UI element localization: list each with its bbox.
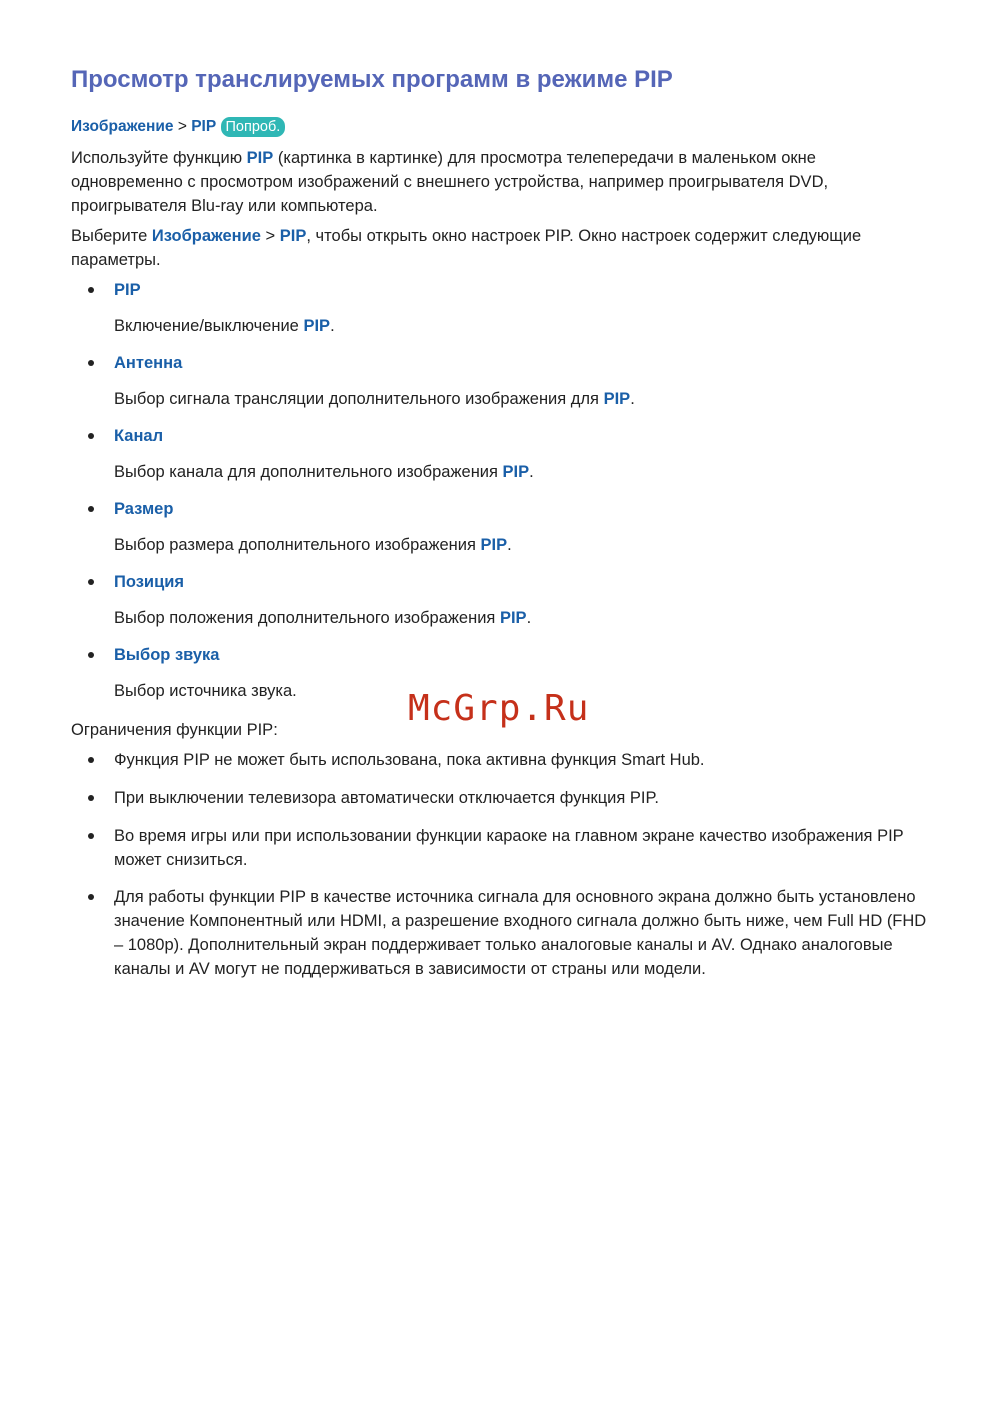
option-desc-pip: PIP bbox=[499, 609, 527, 627]
intro-pip: PIP bbox=[246, 149, 274, 167]
option-desc bbox=[114, 314, 335, 338]
option-desc-text: Выбор источника звука. bbox=[114, 682, 297, 700]
option-title: Антенна bbox=[114, 354, 183, 372]
option-desc-pip: PIP bbox=[480, 536, 508, 554]
select-text-a: Выберите bbox=[71, 227, 152, 245]
bullet-icon bbox=[88, 433, 94, 439]
option-desc-end: . bbox=[330, 317, 335, 335]
option-desc bbox=[114, 387, 635, 411]
try-now-button[interactable]: Попроб. bbox=[221, 117, 286, 137]
option-title: Выбор звука bbox=[114, 646, 220, 664]
select-text-b: , чтобы открыть окно настроек PIP. Окно настроек содержит следующие параметры. bbox=[71, 227, 862, 269]
bullet-icon bbox=[88, 833, 94, 839]
option-desc bbox=[114, 533, 512, 557]
limits-heading: Ограничения функции PIP: bbox=[71, 721, 278, 739]
option-desc-end: . bbox=[507, 536, 512, 554]
limit-text: Функция PIP не может быть использована, пока активна функция Smart Hub. bbox=[114, 751, 705, 769]
option-desc-end: . bbox=[526, 609, 532, 627]
bullet-icon bbox=[88, 652, 94, 658]
option-title: Канал bbox=[114, 427, 164, 445]
intro-text-a: Используйте функцию bbox=[71, 149, 247, 167]
option-desc bbox=[114, 460, 534, 484]
limit-text: При выключении телевизора автоматически отключается функция PIP. bbox=[114, 789, 659, 807]
bullet-icon bbox=[88, 894, 94, 900]
breadcrumb bbox=[71, 117, 285, 137]
breadcrumb-item: PIP bbox=[191, 118, 217, 135]
breadcrumb-separator: > bbox=[177, 118, 187, 135]
bullet-icon bbox=[88, 287, 94, 293]
bullet-icon bbox=[88, 506, 94, 512]
option-desc-text: Выбор сигнала трансляции дополнительного изображения для bbox=[114, 390, 604, 408]
select-separator: > bbox=[260, 227, 280, 245]
option-desc-text: Выбор канала для дополнительного изображения bbox=[114, 463, 503, 481]
page-title: Просмотр транслируемых программ в режиме PIP bbox=[71, 66, 673, 93]
option-title: PIP bbox=[114, 281, 141, 299]
limit-text: Для работы функции PIP в качестве источника сигнала для основного экрана должно быть установлено значение Компонентный или HDMI, а разрешение входного сигнала должно быть ниже, чем Full HD (FHD – 1080p). Дополнительный экран поддерживает только аналоговые каналы и AV. Однако аналоговые каналы и AV могут не поддерживаться в зависимости от страны или модели. bbox=[114, 888, 927, 978]
breadcrumb-menu: Изображение bbox=[71, 118, 174, 135]
option-desc bbox=[114, 606, 531, 630]
option-desc-pip: PIP bbox=[303, 317, 331, 335]
option-desc-end: . bbox=[630, 390, 635, 408]
select-menu: Изображение bbox=[151, 227, 261, 245]
option-title: Позиция bbox=[114, 573, 184, 591]
option-desc-text: Выбор размера дополнительного изображения bbox=[114, 536, 481, 554]
bullet-icon bbox=[88, 795, 94, 801]
option-desc-pip: PIP bbox=[603, 390, 631, 408]
intro-paragraph bbox=[71, 146, 931, 218]
limit-text: Во время игры или при использовании функции караоке на главном экране качество изображения PIP может снизиться. bbox=[114, 827, 904, 869]
watermark: McGrp.Ru bbox=[408, 688, 590, 729]
option-desc bbox=[114, 679, 297, 703]
intro-text-b: (картинка в картинке) для просмотра телепередачи в маленьком окне одновременно с просмотром изображений с внешнего устройства, например проигрывателя DVD, проигрывателя Blu-ray или компьютера. bbox=[71, 149, 829, 215]
option-desc-text: Включение/выключение bbox=[114, 317, 304, 335]
option-desc-end: . bbox=[529, 463, 534, 481]
bullet-icon bbox=[88, 579, 94, 585]
option-desc-text: Выбор положения дополнительного изображения bbox=[114, 609, 500, 627]
select-paragraph bbox=[71, 224, 931, 272]
bullet-icon bbox=[88, 360, 94, 366]
select-pip: PIP bbox=[279, 227, 307, 245]
option-title: Размер bbox=[114, 500, 174, 518]
bullet-icon bbox=[88, 757, 94, 763]
option-desc-pip: PIP bbox=[502, 463, 530, 481]
